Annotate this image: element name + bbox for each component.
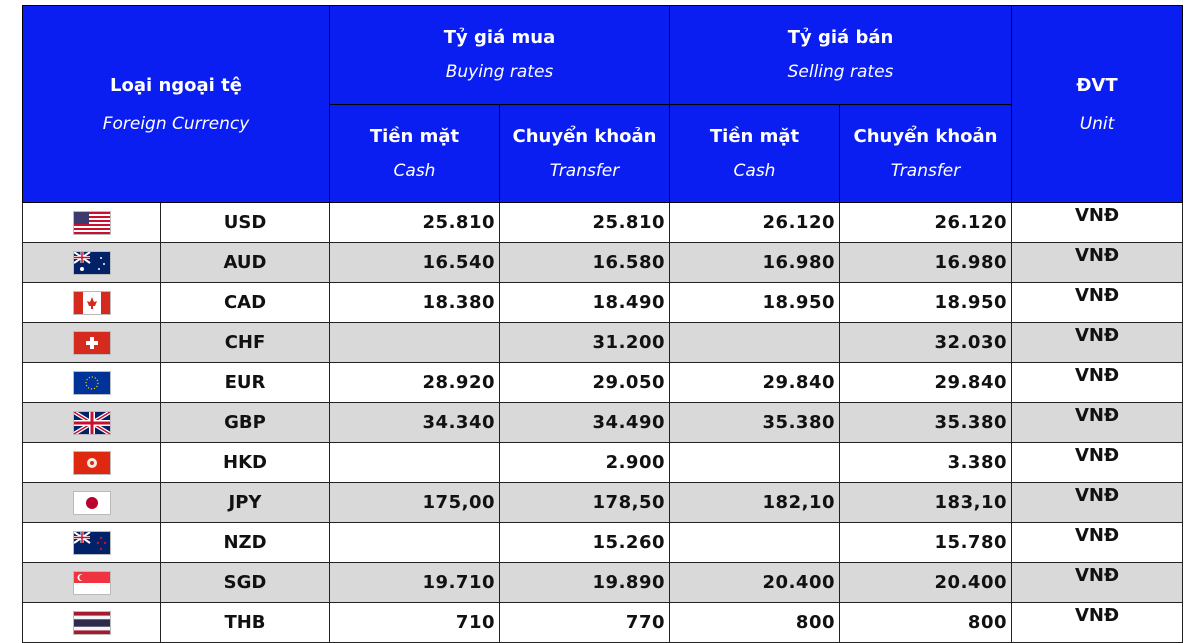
sell-transfer-rate: 26.120	[840, 203, 1012, 243]
buy-transfer-rate: 15.260	[500, 523, 670, 563]
table-row	[23, 483, 1183, 523]
rate-rows	[23, 203, 1183, 643]
buy-transfer-rate: 31.200	[500, 323, 670, 363]
exchange-rate-table	[22, 5, 1183, 643]
unit-cell: VNĐ	[1012, 603, 1183, 643]
sell-transfer-rate: 3.380	[840, 443, 1012, 483]
currency-code: HKD	[161, 443, 330, 483]
buy-transfer-header-vi: Chuyển khoản	[512, 125, 657, 147]
currency-code: EUR	[161, 363, 330, 403]
buy-cash-rate	[330, 323, 500, 363]
flag-cell	[23, 243, 161, 283]
table-row	[23, 443, 1183, 483]
sell-cash-header-en: Cash	[733, 160, 776, 181]
sell-cash-header	[670, 104, 840, 203]
sell-cash-rate: 20.400	[670, 563, 840, 603]
selling-header	[670, 6, 1012, 105]
sell-cash-header-vi: Tiền mặt	[709, 125, 800, 147]
currency-code: AUD	[161, 243, 330, 283]
buying-header	[330, 6, 670, 105]
ch-flag-icon	[73, 331, 111, 355]
unit-cell: VNĐ	[1012, 403, 1183, 443]
sell-transfer-header-vi: Chuyển khoản	[853, 125, 998, 147]
unit-cell: VNĐ	[1012, 563, 1183, 603]
buy-transfer-rate: 178,50	[500, 483, 670, 523]
currency-code: USD	[161, 203, 330, 243]
sell-cash-rate	[670, 323, 840, 363]
buy-cash-rate	[330, 523, 500, 563]
sell-transfer-rate: 183,10	[840, 483, 1012, 523]
sell-transfer-rate: 35.380	[840, 403, 1012, 443]
sell-transfer-rate: 15.780	[840, 523, 1012, 563]
flag-cell	[23, 403, 161, 443]
unit-header	[1012, 6, 1183, 203]
selling-header-vi: Tỷ giá bán	[787, 27, 894, 49]
currency-code: SGD	[161, 563, 330, 603]
buy-cash-rate: 19.710	[330, 563, 500, 603]
unit-cell: VNĐ	[1012, 323, 1183, 363]
buy-cash-header-vi: Tiền mặt	[369, 125, 460, 147]
buying-header-en: Buying rates	[445, 62, 554, 83]
currency-header-en: Foreign Currency	[102, 113, 250, 134]
currency-header	[23, 6, 330, 203]
buy-transfer-rate: 19.890	[500, 563, 670, 603]
sell-transfer-rate: 800	[840, 603, 1012, 643]
nz-flag-icon	[73, 531, 111, 555]
unit-cell: VNĐ	[1012, 443, 1183, 483]
buying-header-vi: Tỷ giá mua	[443, 27, 556, 49]
buy-transfer-rate: 18.490	[500, 283, 670, 323]
unit-cell: VNĐ	[1012, 483, 1183, 523]
flag-cell	[23, 323, 161, 363]
th-flag-icon	[73, 611, 111, 635]
unit-header-vi: ĐVT	[1076, 74, 1118, 96]
buy-cash-rate: 34.340	[330, 403, 500, 443]
buy-transfer-rate: 16.580	[500, 243, 670, 283]
unit-cell: VNĐ	[1012, 363, 1183, 403]
currency-code: GBP	[161, 403, 330, 443]
buy-transfer-header	[500, 104, 670, 203]
sell-cash-rate: 35.380	[670, 403, 840, 443]
currency-code: CAD	[161, 283, 330, 323]
unit-header-en: Unit	[1079, 113, 1115, 134]
us-flag-icon	[73, 211, 111, 235]
sell-cash-rate: 182,10	[670, 483, 840, 523]
unit-cell: VNĐ	[1012, 283, 1183, 323]
ca-flag-icon	[73, 291, 111, 315]
sell-cash-rate: 26.120	[670, 203, 840, 243]
sell-transfer-rate: 32.030	[840, 323, 1012, 363]
sell-transfer-rate: 20.400	[840, 563, 1012, 603]
sell-cash-rate: 800	[670, 603, 840, 643]
sell-cash-rate	[670, 443, 840, 483]
table-row	[23, 243, 1183, 283]
sell-transfer-rate: 16.980	[840, 243, 1012, 283]
table-row	[23, 523, 1183, 563]
table-row	[23, 363, 1183, 403]
table-row	[23, 323, 1183, 363]
sell-transfer-header-en: Transfer	[890, 160, 961, 181]
buy-cash-header-en: Cash	[393, 160, 436, 181]
buy-transfer-rate: 2.900	[500, 443, 670, 483]
gb-flag-icon	[73, 411, 111, 435]
buy-cash-header	[330, 104, 500, 203]
buy-transfer-rate: 25.810	[500, 203, 670, 243]
buy-transfer-rate: 770	[500, 603, 670, 643]
table-row	[23, 403, 1183, 443]
flag-cell	[23, 363, 161, 403]
buy-transfer-rate: 29.050	[500, 363, 670, 403]
flag-cell	[23, 283, 161, 323]
jp-flag-icon	[73, 491, 111, 515]
currency-code: CHF	[161, 323, 330, 363]
currency-code: THB	[161, 603, 330, 643]
exchange-rate-table-container	[22, 5, 1182, 643]
unit-cell: VNĐ	[1012, 243, 1183, 283]
buy-cash-rate: 175,00	[330, 483, 500, 523]
au-flag-icon	[73, 251, 111, 275]
sell-transfer-header	[840, 104, 1012, 203]
currency-code: NZD	[161, 523, 330, 563]
currency-header-vi: Loại ngoại tệ	[110, 74, 242, 96]
table-row	[23, 603, 1183, 643]
sell-transfer-rate: 29.840	[840, 363, 1012, 403]
flag-cell	[23, 443, 161, 483]
table-row	[23, 563, 1183, 603]
table-row	[23, 203, 1183, 243]
sell-cash-rate: 18.950	[670, 283, 840, 323]
sell-cash-rate: 29.840	[670, 363, 840, 403]
selling-header-en: Selling rates	[787, 62, 894, 83]
buy-transfer-header-en: Transfer	[549, 160, 620, 181]
sell-cash-rate: 16.980	[670, 243, 840, 283]
table-row	[23, 283, 1183, 323]
flag-cell	[23, 523, 161, 563]
flag-cell	[23, 203, 161, 243]
buy-cash-rate: 18.380	[330, 283, 500, 323]
buy-transfer-rate: 34.490	[500, 403, 670, 443]
unit-cell: VNĐ	[1012, 523, 1183, 563]
flag-cell	[23, 563, 161, 603]
flag-cell	[23, 603, 161, 643]
buy-cash-rate: 16.540	[330, 243, 500, 283]
currency-code: JPY	[161, 483, 330, 523]
hk-flag-icon	[73, 451, 111, 475]
buy-cash-rate: 28.920	[330, 363, 500, 403]
buy-cash-rate: 710	[330, 603, 500, 643]
unit-cell: VNĐ	[1012, 203, 1183, 243]
buy-cash-rate: 25.810	[330, 203, 500, 243]
sg-flag-icon	[73, 571, 111, 595]
sell-cash-rate	[670, 523, 840, 563]
sell-transfer-rate: 18.950	[840, 283, 1012, 323]
buy-cash-rate	[330, 443, 500, 483]
flag-cell	[23, 483, 161, 523]
eu-flag-icon	[73, 371, 111, 395]
